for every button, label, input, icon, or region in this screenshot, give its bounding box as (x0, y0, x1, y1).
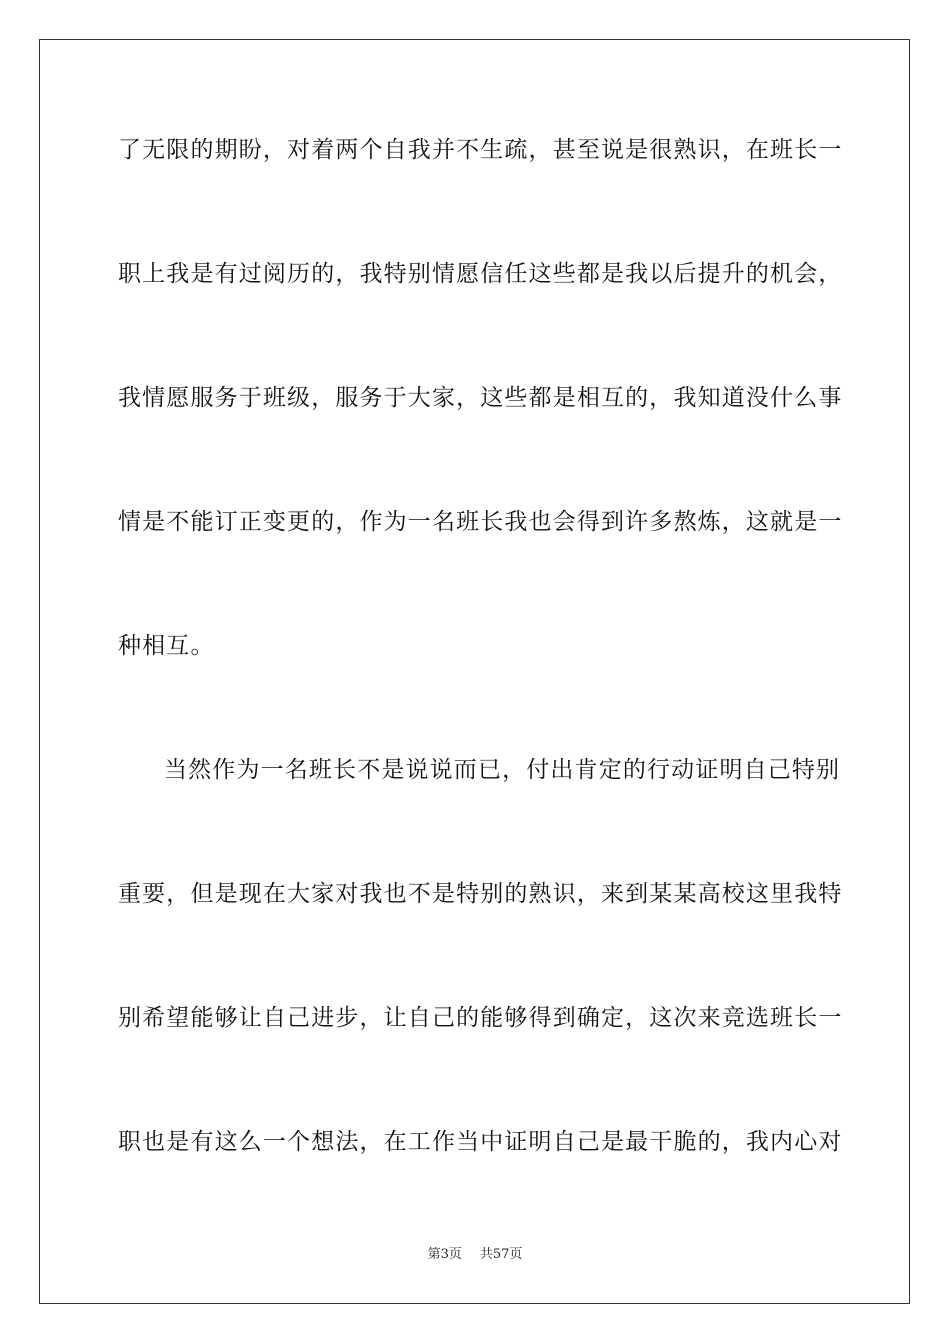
text-line: 我情愿服务于班级，服务于大家，这些都是相互的，我知道没什么事 (118, 385, 843, 411)
page-frame (39, 39, 910, 1304)
text-line: 情是不能订正变更的，作为一名班长我也会得到许多熬炼，这就是一 (118, 509, 843, 535)
page-footer (0, 1246, 950, 1264)
page-number-total: 共57页 (479, 1247, 523, 1262)
text-line: 种相互。 (118, 633, 215, 659)
paragraph-first-line: 当然作为一名班长不是说说而已，付出肯定的行动证明自己特别 (164, 757, 841, 783)
text-line: 了无限的期盼，对着两个自我并不生疏，甚至说是很熟识，在班长一 (118, 137, 843, 163)
text-line: 重要，但是现在大家对我也不是特别的熟识，来到某某高校这里我特 (118, 881, 843, 907)
text-line: 别希望能够让自己进步，让自己的能够得到确定，这次来竞选班长一 (118, 1005, 843, 1031)
text-line: 职上我是有过阅历的，我特别情愿信任这些都是我以后提升的机会， (118, 261, 843, 287)
text-line: 职也是有这么一个想法，在工作当中证明自己是最干脆的，我内心对 (118, 1129, 843, 1155)
page-number-current: 第3页 (427, 1247, 462, 1262)
